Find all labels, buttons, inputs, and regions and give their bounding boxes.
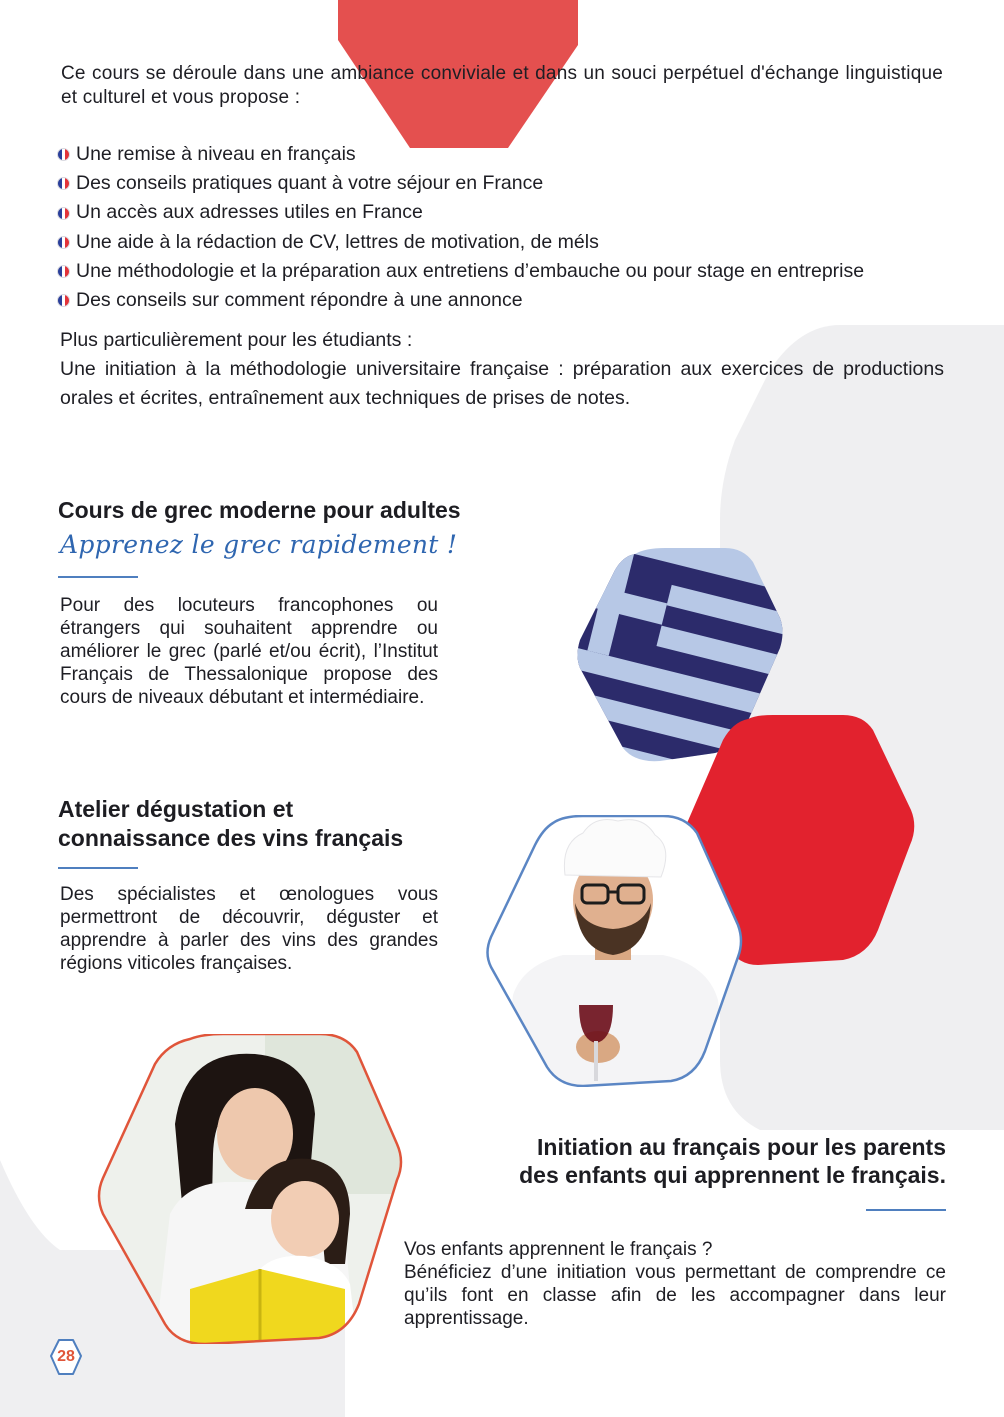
parents-course-title-line1: Initiation au français pour les parents [537, 1134, 946, 1160]
list-item: Un accès aux adresses utiles en France [57, 198, 864, 227]
list-item: Des conseils sur comment répondre à une annonce [57, 286, 864, 315]
greek-course-text: Pour des locuteurs francophones ou étrangers qui souhaitent apprendre ou améliorer le grec (parlé et/ou écrit), l’Institut Français de Thessalonique propose des cours de niveaux débutant et intermédiaire. [60, 595, 438, 708]
intro-paragraph: Ce cours se déroule dans une ambiance conviviale et dans un souci perpétuel d'échange linguistique et culturel et vous propose : [61, 63, 943, 108]
offer-list [57, 140, 864, 315]
students-section [60, 326, 944, 414]
wine-workshop-text: Des spécialistes et œnologues vous permettront de découvrir, déguster et apprendre à parler des vins des grandes régions viticoles françaises. [60, 884, 438, 974]
french-flag-icon [57, 294, 70, 307]
list-item: Une remise à niveau en français [57, 140, 864, 169]
students-lead: Plus particulièrement pour les étudiants : [60, 329, 413, 351]
section-divider [58, 867, 138, 869]
french-flag-icon [57, 207, 70, 220]
list-item: Une aide à la rédaction de CV, lettres de motivation, de méls [57, 228, 864, 257]
students-text: Une initiation à la méthodologie universitaire française : préparation aux exercices de productions orales et écrites, entraînement aux techniques de prises de notes. [60, 358, 944, 410]
mother-daughter-reading-image [95, 1034, 405, 1344]
list-item: Des conseils pratiques quant à votre séjour en France [57, 169, 864, 198]
french-flag-icon [57, 236, 70, 249]
section-divider [58, 576, 138, 578]
french-flag-icon [57, 177, 70, 190]
page-number: 28 [57, 1348, 75, 1365]
greek-course-title: Cours de grec moderne pour adultes [58, 497, 461, 523]
greek-course-tagline: Apprenez le grec rapidement ! [60, 530, 458, 559]
wine-workshop-title-line2: connaissance des vins français [58, 825, 404, 851]
wine-workshop-title-line1: Atelier dégustation et [58, 796, 294, 822]
parents-course-text: Bénéficiez d’une initiation vous permettant de comprendre ce qu’ils font en classe afin de les accompagner dans leur apprentissage. [404, 1262, 946, 1329]
section-divider [866, 1209, 946, 1211]
french-flag-icon [57, 265, 70, 278]
parents-course-question: Vos enfants apprennent le français ? [404, 1239, 713, 1260]
page-number-badge [49, 1338, 83, 1376]
parents-course-title-line2: des enfants qui apprennent le français. [519, 1162, 946, 1188]
list-item: Une méthodologie et la préparation aux entretiens d’embauche ou pour stage en entreprise [57, 257, 864, 286]
chef-with-wine-image [483, 815, 745, 1087]
french-flag-icon [57, 148, 70, 161]
